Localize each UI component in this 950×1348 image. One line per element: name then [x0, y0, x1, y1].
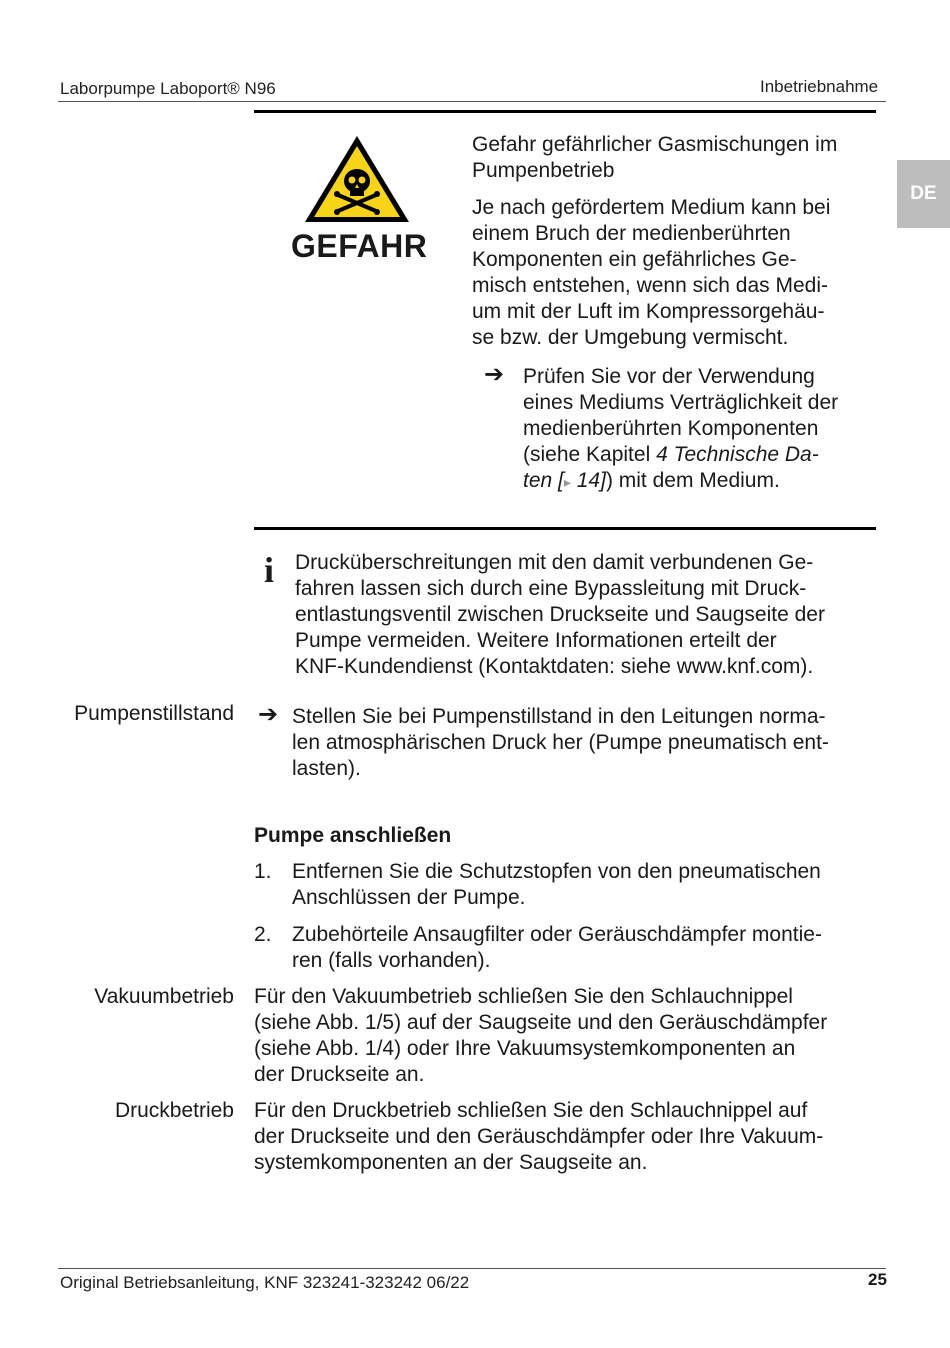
- vakuum-line: (siehe Abb. 1/5) auf der Saugseite und den Geräuschdämpfer: [254, 1011, 828, 1034]
- side-label-vakuumbetrieb: Vakuumbetrieb: [94, 985, 234, 1008]
- warning-action-line: medienberührten Komponenten: [523, 417, 819, 440]
- step-line: ren (falls vorhanden).: [292, 949, 491, 972]
- header-document-title: Laborpumpe Laboport® N96: [60, 79, 276, 98]
- skull-warning-triangle-icon: [302, 133, 412, 225]
- step-line: Zubehörteile Ansaugfilter oder Geräuschdämpfer montie-: [292, 923, 822, 946]
- warning-action: [523, 364, 883, 495]
- signal-word: GEFAHR: [291, 228, 428, 264]
- info-note: [295, 550, 885, 680]
- page-ref-arrow-icon: ▸: [563, 474, 571, 490]
- language-tab: DE: [897, 160, 950, 228]
- header-section-title: Inbetriebnahme: [760, 77, 879, 96]
- pumpenstillstand-line: lasten).: [292, 757, 361, 780]
- info-line: KNF-Kundendienst (Kontaktdaten: siehe www.knf.com).: [295, 655, 814, 678]
- warning-body-line: misch entstehen, wenn sich das Medi-: [472, 274, 829, 297]
- footer-rule: [58, 1268, 886, 1269]
- vakuum-line: (siehe Abb. 1/4) oder Ihre Vakuumsystemkomponenten an: [254, 1037, 796, 1060]
- pumpenstillstand-text: [292, 704, 887, 782]
- vakuum-line: der Druckseite an.: [254, 1063, 425, 1086]
- step-line: Anschlüssen der Pumpe.: [292, 886, 526, 909]
- action-arrow-icon: ➔: [258, 701, 279, 728]
- druck-line: Für den Druckbetrieb schließen Sie den Schlauchnippel auf: [254, 1099, 808, 1122]
- action-text: ) mit dem Medium.: [605, 469, 780, 492]
- action-text: (siehe Kapitel: [523, 443, 657, 466]
- page-number: 25: [868, 1270, 887, 1289]
- step-line: Entfernen Sie die Schutzstopfen von den pneumatischen: [292, 860, 821, 883]
- warning-title-line: Gefahr gefährlicher Gasmischungen im: [472, 133, 838, 156]
- warning-top-rule: [254, 110, 876, 113]
- header-rule: [58, 101, 886, 102]
- pumpenstillstand-line: Stellen Sie bei Pumpenstillstand in den Leitungen norma-: [292, 705, 826, 728]
- warning-action-line: [523, 442, 883, 468]
- warning-body-line: einem Bruch der medienberührten: [472, 222, 791, 245]
- warning-action-line: Prüfen Sie vor der Verwendung: [523, 365, 815, 388]
- warning-title-line: Pumpenbetrieb: [472, 159, 615, 182]
- warning-body-line: Komponenten ein gefährliches Ge-: [472, 248, 797, 271]
- druck-text: [254, 1098, 894, 1176]
- druck-line: der Druckseite und den Geräuschdämpfer oder Ihre Vakuum-: [254, 1125, 824, 1148]
- step-number: 1.: [254, 860, 272, 883]
- side-label-druckbetrieb: Druckbetrieb: [114, 1099, 234, 1122]
- info-line: Drucküberschreitungen mit den damit verbundenen Ge-: [295, 551, 814, 574]
- info-line: fahren lassen sich durch eine Bypassleitung mit Druck-: [295, 577, 807, 600]
- info-icon: i: [264, 550, 275, 590]
- side-label-pumpenstillstand: Pumpenstillstand: [74, 702, 234, 725]
- warning-title: [472, 132, 882, 184]
- warning-body-line: Je nach gefördertem Medium kann bei: [472, 196, 831, 219]
- info-line: Pumpe vermeiden. Weitere Informationen erteilt der: [295, 629, 777, 652]
- warning-body: [472, 195, 882, 351]
- step-text: [292, 859, 887, 911]
- vakuum-line: Für den Vakuumbetrieb schließen Sie den Schlauchnippel: [254, 985, 793, 1008]
- section-heading: Pumpe anschließen: [254, 824, 452, 847]
- footer-document-info: Original Betriebsanleitung, KNF 323241-323242 06/22: [60, 1273, 470, 1292]
- pumpenstillstand-line: len atmosphärischen Druck her (Pumpe pneumatisch ent-: [292, 731, 829, 754]
- action-arrow-icon: ➔: [484, 361, 505, 388]
- vakuum-text: [254, 984, 894, 1088]
- warning-bottom-rule: [254, 527, 876, 530]
- info-line: entlastungsventil zwischen Druckseite und Saugseite der: [295, 603, 825, 626]
- step-text: [292, 922, 887, 974]
- page-ref[interactable]: 14]: [570, 469, 606, 492]
- warning-action-line: eines Mediums Verträglichkeit der: [523, 391, 839, 414]
- druck-line: systemkomponenten an der Saugseite an.: [254, 1151, 648, 1174]
- warning-action-line: [523, 468, 883, 495]
- chapter-link[interactable]: ten [: [523, 469, 564, 492]
- chapter-link[interactable]: 4 Technische Da-: [656, 443, 819, 466]
- step-number: 2.: [254, 923, 272, 946]
- warning-body-line: um mit der Luft im Kompressorgehäu-: [472, 300, 825, 323]
- warning-body-line: se bzw. der Umgebung vermischt.: [472, 326, 789, 349]
